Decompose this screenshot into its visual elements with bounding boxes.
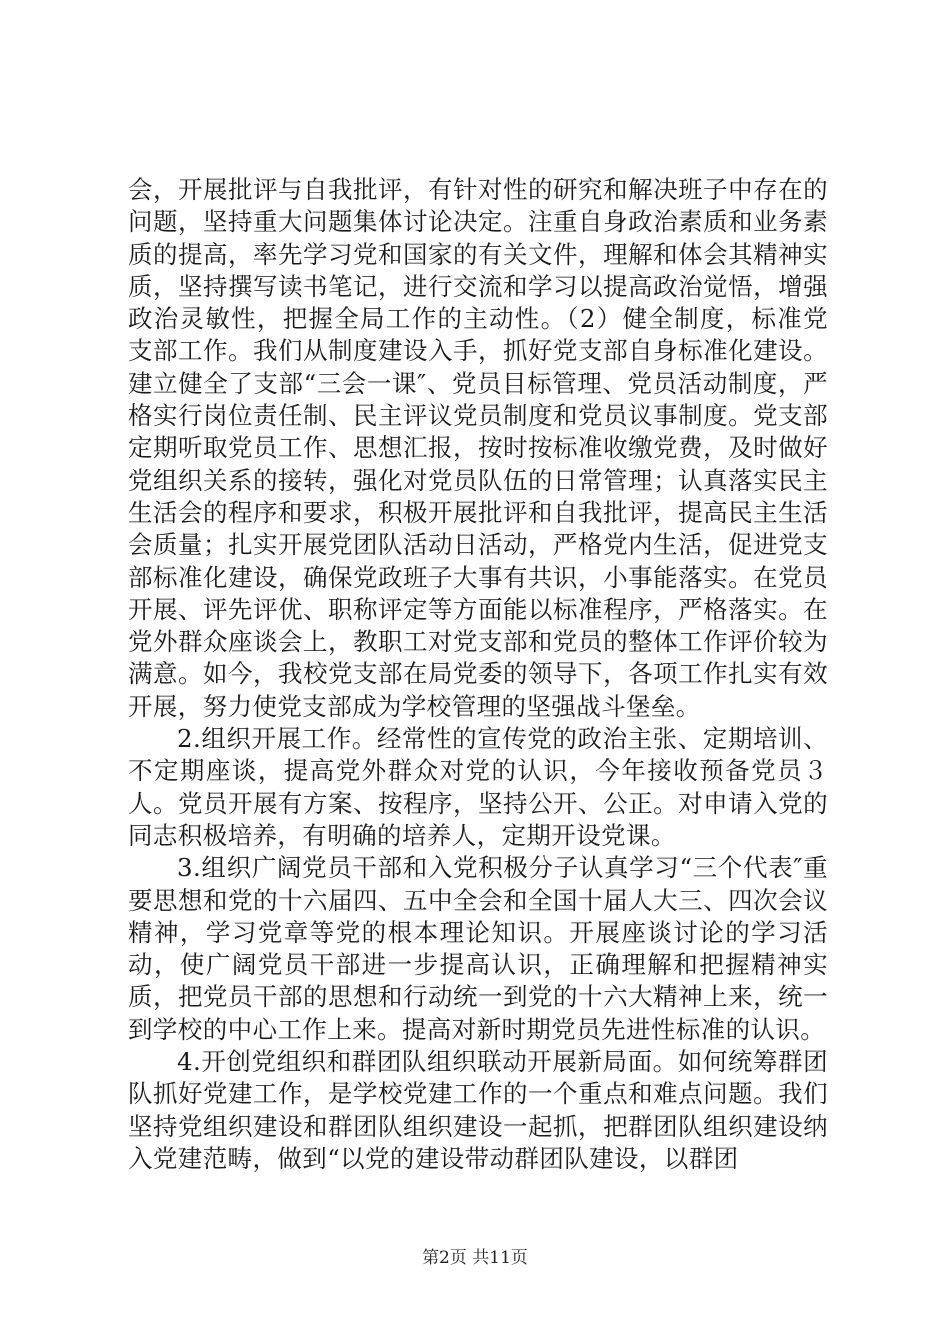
document-body [128, 174, 828, 1175]
paragraph-continuation: 会，开展批评与自我批评，有针对性的研究和解决班子中存在的问题，坚持重大问题集体讨论决定。注重自身政治素质和业务素质的提高，率先学习党和国家的有关文件，理解和体会其精神实质，坚持撰写读书笔记，进行交流和学习以提高政治觉悟，增强政治灵敏性，把握全局工作的主动性。（2）健全制度，标准党支部工作。我们从制度建设入手，抓好党支部自身标准化建设。建立健全了支部“三会一课″、党员目标管理、党员活动制度，严格实行岗位责任制、民主评议党员制度和党员议事制度。党支部定期听取党员工作、思想汇报，按时按标准收缴党费，及时做好党组织关系的接转，强化对党员队伍的日常管理；认真落实民主生活会的程序和要求，积极开展批评和自我批评，提高民主生活会质量；扎实开展党团队活动日活动，严格党内生活，促进党支部标准化建设，确保党政班子大事有共识，小事能落实。在党员开展、评先评优、职称评定等方面能以标准程序，严格落实。在党外群众座谈会上，教职工对党支部和党员的整体工作评价较为满意。如今，我校党支部在局党委的领导下，各项工作扎实有效开展，努力使党支部成为学校管理的坚强战斗堡垒。 [128, 175, 828, 721]
paragraph-item-3: 3.组织广阔党员干部和入党积极分子认真学习“三个代表″重要思想和党的十六届四、五中全会和全国十届人大三、四次会议精神，学习党章等党的根本理论知识。开展座谈讨论的学习活动，使广阔党员干部进一步提高认识，正确理解和把握精神实质，把党员干部的思想和行动统一到党的十六大精神上来，统一到学校的中心工作上来。提高对新时期党员先进性标准的认识。 [128, 853, 828, 1044]
paragraph-item-2: 2.组织开展工作。经常性的宣传党的政治主张、定期培训、不定期座谈，提高党外群众对党的认识，今年接收预备党员３人。党员开展有方案、按程序，坚持公开、公正。对申请入党的同志积极培养，有明确的培养人，定期开设党课。 [128, 724, 828, 850]
page-number-footer: 第2页 共11页 [422, 1248, 528, 1268]
paragraph-item-4: 4.开创党组织和群团队组织联动开展新局面。如何统筹群团队抓好党建工作，是学校党建工作的一个重点和难点问题。我们坚持党组织建设和群团队组织建设一起抓，把群团队组织建设纳入党建范畴，做到“以党的建设带动群团队建设，以群团 [128, 1047, 828, 1173]
